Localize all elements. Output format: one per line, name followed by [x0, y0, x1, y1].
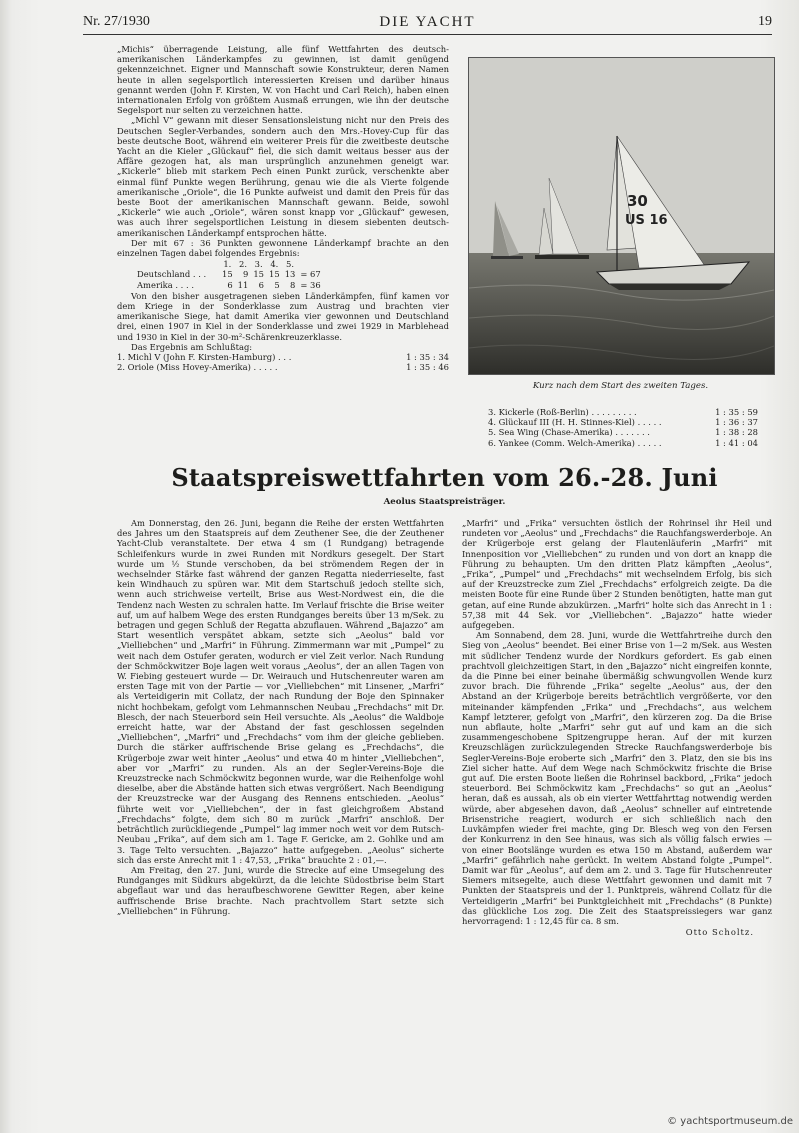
table-cell: 8: [290, 279, 296, 290]
paragraph: „Michis“ überragende Leistung, alle fünf Wettfahrten des deutsch-amerikanischen Länderkampfes zu gewinnen, ist damit genügend gekennzeichnet. Eigner und Mannschaft sowie Konstrukteur, deren Namen heute in allen segelsportlich interessierten Kreisen und darüber hinaus genannt werden (John F. Kirsten, W. von Hacht und Carl Reich), haben einen internationalen Erfolg von größtem Ausmaß errungen, wie ihn der deutsche Segelsport nur selten zu verzeichnen hatte.: [117, 44, 449, 116]
paragraph: Das Ergebnis am Schlußtag:: [131, 341, 253, 352]
article-title: Staatspreiswettfahrten vom 26.-28. Juni: [171, 463, 718, 492]
header-rule: [83, 34, 772, 35]
sailboats-illustration: [469, 58, 774, 374]
left-top-column: [117, 44, 449, 373]
list-item: 4. Glückauf III (H. H. Stinnes-Kiel) . . . . . 1 : 36 : 37: [488, 417, 758, 428]
magazine-title: DIE YACHT: [379, 14, 476, 30]
table-header: 2.: [239, 259, 247, 270]
list-item: 5. Sea Wing (Chase-Amerika) . . . . . . . 1 : 38 : 28: [488, 427, 758, 438]
table-cell: Amerika . . . .: [137, 279, 194, 290]
article-right-column: [462, 518, 772, 937]
paragraph: Am Freitag, den 27. Juni, wurde die Strecke auf eine Umsegelung des Rundganges mit Südkurs abgekürzt, da die leichte Südostbrise beim Start abgeflaut war und das heraufbeschworene Gewitter Regen, aber keine auffrischende Brise brachte. Nach prachtvollem Start setzte sich „Vielliebchen“ in Führung.: [117, 864, 444, 916]
list-item: 2. Oriole (Miss Hovey-Amerika) . . . . . 1 : 35 : 46: [117, 362, 449, 373]
list-item: 3. Kickerle (Roß-Berlin) . . . . . . . . . 1 : 35 : 59: [488, 407, 758, 417]
page-header: [83, 14, 772, 32]
article-subtitle: Aeolus Staatspreisträger.: [383, 497, 506, 507]
table-cell: 15: [222, 269, 233, 280]
paragraph: Der mit 67 : 36 Punkten gewonnene Länderkampf brachte an den einzelnen Tagen dabei folgendes Ergebnis:: [117, 237, 449, 259]
table-cell: 11: [237, 279, 249, 290]
table-cell: 15: [269, 269, 280, 280]
regatta-photo: [468, 57, 775, 375]
issue-number: Nr. 27/1930: [83, 14, 150, 29]
table-header-row: [137, 259, 326, 269]
article-left-column: [117, 518, 444, 916]
paragraph: „Marfri“ und „Frika“ versuchten östlich der Rohrinsel ihr Heil und rundeten vor „Aeolus“ und „Frechdachs“ die Rauchfangswerderboje. An der Krügerboje erst gelang der Flautenläuferin „Marfri“ mit Innenposition vor „Vielliebchen“ zu runden und von dort an knapp die Führung zu behaupten. Um den dritten Platz kämpften „Aeolus“, „Frika“, „Pumpel“ und „Frechdachs“ mit wechselndem Erfolg, bis sich auf der Kreuzstrecke zum Ziel „Frechdachs“ erfolgreich zeigte. Da die meisten Boote für eine Runde über 2 Stunden benötigten, hatte man gut getan, auf eine Runde abzukürzen. „Marfri“ holte sich das Anrecht in 1 : 57,38 mit 44 Sek. vor „Vielliebchen“. „Bajazzo“ hatte wieder aufgegeben.: [462, 518, 772, 631]
sail-number-top: 30: [627, 192, 648, 210]
watermark: © yachtsportmuseum.de: [667, 1116, 793, 1127]
table-header: 4.: [270, 259, 279, 270]
sail-number-bottom: US 16: [625, 213, 668, 228]
table-cell: = 67: [300, 269, 321, 280]
table-header: 1.: [223, 259, 232, 270]
final-result-list-continued: [488, 407, 758, 448]
table-cell: 15: [253, 269, 265, 280]
table-cell: 6: [227, 279, 233, 290]
table-row: [137, 280, 326, 290]
page-number: 19: [758, 14, 772, 29]
list-item: 1. Michl V (John F. Kirsten-Hamburg) . . . 1 : 35 : 34: [117, 352, 449, 363]
paragraph: „Michl V“ gewann mit dieser Sensationsleistung nicht nur den Preis des Deutschen Segler-Verbandes, sondern auch den Mrs.-Hovey-Cup für das beste deutsche Boot, während ein weiterer Preis für die zweitbeste deutsche Yacht an die Kieler „Glückauf“ fiel, die sich damit weitaus besser aus der Affäre gezogen hat, als man ursprünglich anzunehmen geneigt war. „Kickerle“ blieb mit starkem Pech einen Punkt zurück, verschenkte aber einmal fünf Punkte wegen Berührung, genau wie die als Vierte folgende amerikanische „Oriole“, die 16 Punkte aufweist und damit den Preis für das beste Boot der amerikanischen Mannschaft gewann. Beide, sowohl „Kickerle“ wie auch „Oriole“, wären sonst knapp vor „Glückauf“ gewesen, was auch ihrer segelsportlichen Leistung in diesem siebenten deutsch-amerikanischen Länderkampf entsprochen hätte.: [117, 115, 449, 238]
paragraph: Am Donnerstag, den 26. Juni, begann die Reihe der ersten Wettfahrten des Jahres um den Staatspreis auf dem Zeuthener See, die der Zeuthener Yacht-Club veranstaltete. Der etwa 4 sm (1 Rundgang) betragende Schleifenkurs wurde in zwei Runden mit Nordkurs gesegelt. Der Start wurde um ½ Stunde verschoben, da bei strömendem Regen der in wechselnder Stärke fast während der ganzen Regatta niederrieselte, fast kein Windhauch zu spüren war. Mit dem Startschuß jedoch stellte sich, wenn auch strichweise verteilt, Brise aus West-Nordwest ein, die die Tendenz nach Westen zu schralen hatte. Im Verlauf frischte die Brise weiter auf, um auf halbem Wege des ersten Rundganges bereits über 13 m/Sek. zu betragen und gegen Schluß der Regatta abzuflauen. Während „Bajazzo“ am Start wesentlich verspätet abkam, setzte sich „Aeolus“ bald vor „Vielliebchen“ und „Marfri“ in Führung. Zimmermann war mit „Pumpel“ zu weit nach dem Ostufer geraten, wodurch er viel Zeit verlor. Nach Rundung der Schmöckwitzer Boje lagen weit voraus „Aeolus“, der an allen Tagen von W. Fiebing gesteuert wurde — Dr. Weirauch und Hutschenreuter waren am ersten Tage mit von der Partie — vor „Vielliebchen“ mit Linsener, „Marfri“ als Verteidigerin mit Collatz, der nach Rundung der Boje den Spinnaker nicht hochbekam, gefolgt vom Lehmannschen Neubau „Frechdachs“ mit Dr. Blesch, der nach Steuerbord sein Heil versuchte. Als „Aeolus“ die Waldboje erreicht hatte, war der Abstand der fast geschlossen segelnden „Vielliebchen“, „Marfri“ und „Frechdachs“ vom ihm der gleiche geblieben. Durch die stärker auffrischende Brise gelang es „Frechdachs“, die Krügerboje zwar weit hinter „Aeolus“ und etwa 40 m hinter „Vielliebchen“, aber vor „Marfri“ zu runden. Als an der Segler-Vereins-Boje die Kreuzstrecke nach Schmöckwitz begonnen wurde, war die Reihenfolge wohl dieselbe, aber die Abstände hatten sich etwas vergrößert. Nach Beendigung der Kreuzstrecke war der Ausgang des Rennens entschieden. „Aeolus“ führte weit vor „Vielliebchen“, der in fast gleichgroßem Abstand „Frechdachs“ folgte, dem sich 80 m zurück „Marfri“ anschloß. Der beträchtlich zurückliegende „Pumpel“ lag immer noch weit vor dem Rutsch-Neubau „Frika“, auf dem sich am 1. Tage F. Gericke, am 2. Gohlke und am 3. Tage Telto versuchten. „Bajazzo“ hatte aufgegeben. „Aeolus“ sicherte sich das erste Anrecht mit 1 : 47,53, „Frika“ brauchte 2 : 01,—.: [117, 518, 444, 865]
table-header: 3.: [254, 259, 263, 270]
table-cell: 13: [284, 269, 296, 280]
photo-caption: Kurz nach dem Start des zweiten Tages.: [532, 381, 709, 391]
table-cell: 5: [274, 279, 280, 290]
paragraph: Von den bisher ausgetragenen sieben Länderkämpfen, fünf kamen vor dem Kriege in der Sonderklasse zum Austrag und brachten vier amerikanische Siege, hat damit Amerika vier gewonnen und Deutschland drei, einen 1907 in Kiel in der Sonderklasse und zwei 1929 in Marblehead und 1930 in Kiel in der 30-m²-Schärenkreuzerklasse.: [117, 290, 449, 342]
table-cell: Deutschland . . .: [137, 269, 207, 280]
list-item: 6. Yankee (Comm. Welch-Amerika) . . . . . 1 : 41 : 04: [488, 437, 758, 448]
author-signature: Otto Scholtz.: [685, 927, 754, 938]
table-header: 5.: [286, 259, 295, 270]
daily-result-table: [137, 259, 326, 290]
table-row: [137, 269, 326, 279]
final-result-list: [117, 352, 449, 372]
paragraph: Am Sonnabend, dem 28. Juni, wurde die Wettfahrtreihe durch den Sieg von „Aeolus“ beendet. Bei einer Brise von 1—2 m/Sek. aus Westen mit südlicher Tendenz wurde der Nordkurs gefordert. Es gab einen prachtvoll gleichzeitigen Start, in den „Bajazzo“ nicht eingreifen konnte, da die Pinne bei einer beinahe übermäßig schwungvollen Wende kurz zuvor brach. Die führende „Frika“ segelte „Aeolus“ aus, der den Abstand an der Krügerboje bereits beträchtlich vergrößerte, vor den miteinander kämpfenden „Frika“ und „Frechdachs“, aus welchem Kampf letzterer, gefolgt von „Marfri“, den kürzeren zog. Da die Brise nun abflaute, holte „Marfri“ sehr gut auf und kam an die sich zusammengeschobene Spitzengruppe heran. Auf der mit kurzen Kreuzschlägen zurückzulegenden Strecke Rauchfangswerderboje bis Segler-Vereins-Boje eroberte sich „Marfri“ den 3. Platz, den sie bis ins Ziel sicher hatte. Auf dem Wege nach Schmöckwitz frischte die Brise gut auf. Die ersten Boote ließen die Rohrinsel backbord, „Frika“ jedoch steuerbord. Bei Schmöckwitz kam „Frechdachs“ so gut an „Aeolus“ heran, daß es aussah, als ob ein vierter Wettfahrttag notwendig werden würde, aber abgesehen davon, daß „Aeolus“ schneller auf eintretende Brisenstriche reagiert, wodurch er sich schließlich nach den Luvkämpfen wieder frei machte, ging Dr. Blesch weg von den Fersen der Konkurrenz in den See hinaus, was sich als völlig falsch erwies — von einer Bootslänge wurden es etwa 150 m Abstand, außerdem war „Marfri“ gefährlich nahe gerückt. In weitem Abstand folgte „Pumpel“. Damit war für „Aeolus“, auf dem am 2. und 3. Tage für Hutschenreuter Siemers mitsegelte, auch diese Wettfahrt gewonnen und damit mit 7 Punkten der Staatspreis und der 1. Punktpreis, während Collatz für die Verteidigerin „Marfri“ bei Punktgleichheit mit „Frechdachs“ (8 Punkte) das glückliche Los zog. Die Zeit des Staatspreissiegers war ganz hervorragend: 1 : 12,45 für ca. 8 sm.: [462, 630, 772, 926]
table-cell: = 36: [300, 279, 321, 290]
table-cell: 9: [243, 269, 249, 280]
table-cell: 6: [258, 279, 265, 290]
